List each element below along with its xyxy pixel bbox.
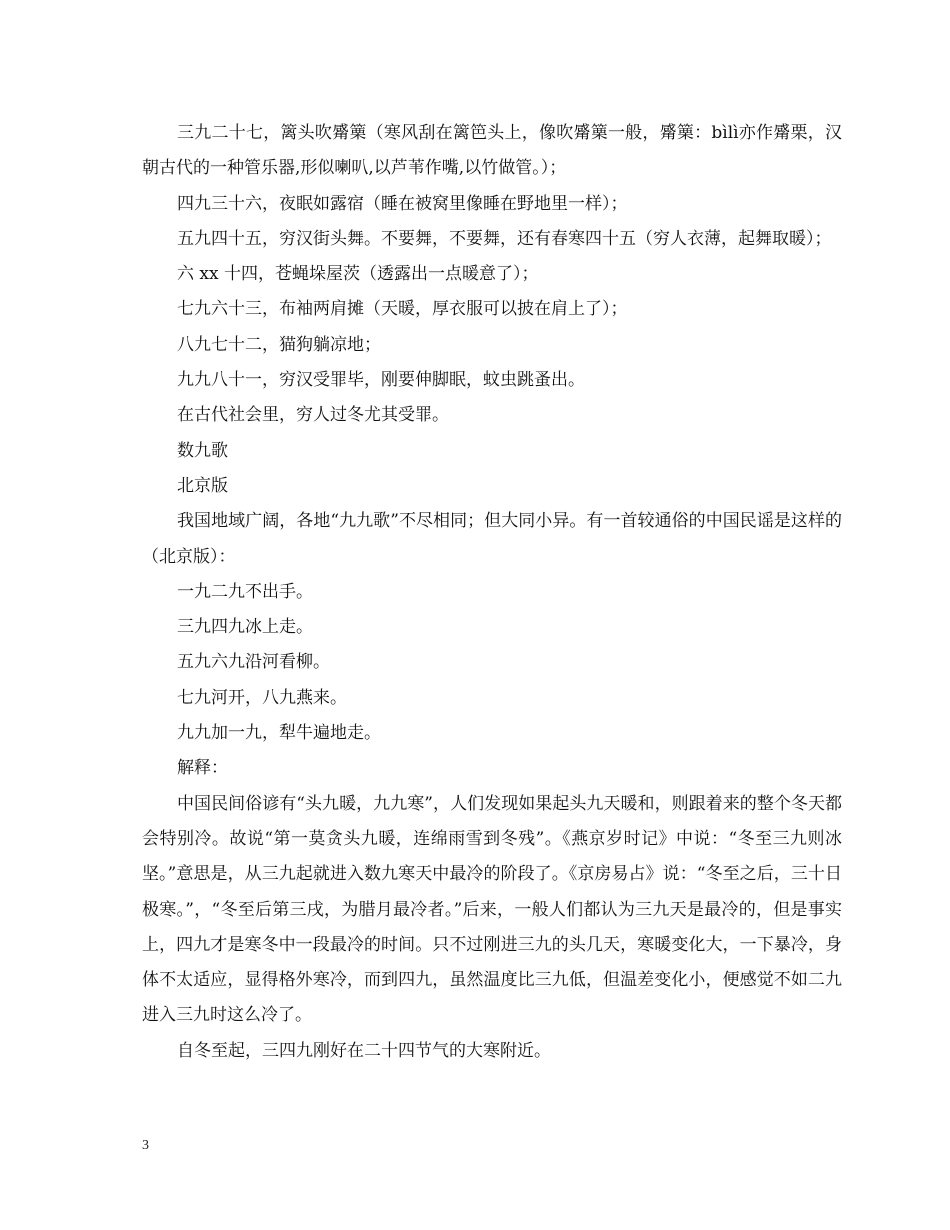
section-subheading-beijing: 北京版 (177, 475, 228, 496)
song-line-1: 一九二九不出手。 (177, 581, 313, 602)
song-line-2: 三九四九冰上走。 (177, 617, 313, 638)
paragraph-dahan: 自冬至起，三四九刚好在二十四节气的大寒附近。 (177, 1040, 551, 1061)
song-line-4: 七九河开，八九燕来。 (177, 687, 347, 708)
page-number: 3 (142, 1138, 149, 1153)
paragraph-qijiu: 七九六十三，布袖两肩摊（天暖，厚衣服可以披在肩上了）； (177, 299, 628, 320)
song-line-3: 五九六九沿河看柳。 (177, 652, 330, 673)
section-heading-shujiuge: 数九歌 (177, 440, 228, 461)
paragraph-sanjiu: 三九二十七，篱头吹觱篥（寒风刮在篱笆头上，像吹觱篥一般，觱篥：bìlì亦作觱栗，汉朝古代的一种管乐器,形似喇叭,以芦苇作嘴,以竹做管。）； (142, 123, 842, 179)
document-body (142, 116, 842, 1069)
paragraph-ancient-society: 在古代社会里，穷人过冬尤其受罪。 (177, 405, 449, 426)
paragraph-wujiu: 五九四十五，穷汉街头舞。不要舞，不要舞，还有春寒四十五（穷人衣薄，起舞取暖）； (177, 228, 832, 249)
paragraph-intro-folk-song: 我国地域广阔，各地“九九歌”不尽相同；但大同小异。有一首较通俗的中国民谣是这样的（北京版）： (142, 511, 842, 567)
paragraph-explanation-label: 解释： (177, 758, 228, 779)
paragraph-bajiu: 八九七十二，猫狗躺凉地； (177, 334, 381, 355)
song-line-5: 九九加一九，犁牛遍地走。 (177, 723, 381, 744)
paragraph-jiujiu: 九九八十一，穷汉受罪毕，刚要伸脚眠，蚊虫跳蚤出。 (177, 370, 585, 391)
paragraph-sijiu: 四九三十六，夜眠如露宿（睡在被窝里像睡在野地里一样）； (177, 193, 628, 214)
paragraph-liujiu: 六 xx 十四，苍蝇垛屋茨（透露出一点暖意了）； (177, 264, 539, 285)
paragraph-explanation-body: 中国民间俗谚有“头九暖，九九寒”，人们发现如果起头九天暖和，则跟着来的整个冬天都会特别冷。故说“第一莫贪头九暖，连绵雨雪到冬残”。《燕京岁时记》中说：“冬至三九则冰坚。”意思是，从三九起就进入数九寒天中最冷的阶段了。《京房易占》说：“冬至之后，三十日极寒。”，“冬至后第三戌，为腊月最冷者。”后来，一般人们都认为三九天是最冷的，但是事实上，四九才是寒冬中一段最冷的时间。只不过刚进三九的头几天，寒暖变化大，一下暴冷，身体不太适应，显得格外寒冷，而到四九，虽然温度比三九低，但温差变化小，便感觉不如二九进入三九时这么冷了。 (142, 793, 842, 1026)
